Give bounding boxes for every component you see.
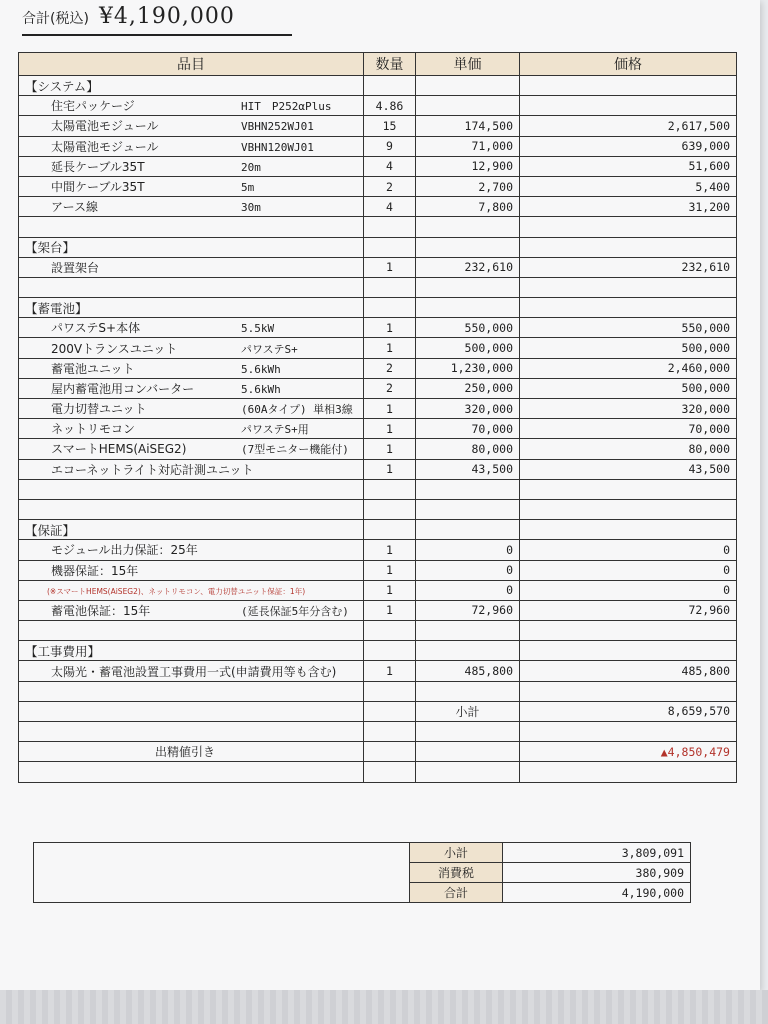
- item-cell: [19, 580, 364, 600]
- table-row: [19, 661, 737, 681]
- table-row: [19, 156, 737, 176]
- item-qty: 2: [364, 176, 416, 196]
- empty-cell: [520, 237, 737, 257]
- item-unit-price: 0: [416, 580, 520, 600]
- table-header-row: [19, 53, 737, 76]
- item-cell: [19, 661, 364, 681]
- category-label: 【工事費用】: [19, 641, 364, 661]
- empty-cell: [364, 277, 416, 297]
- item-price: 500,000: [520, 338, 737, 358]
- empty-cell: [364, 762, 416, 782]
- item-price: 550,000: [520, 318, 737, 338]
- item-price: 51,600: [520, 156, 737, 176]
- item-qty: 1: [364, 580, 416, 600]
- item-cell: [19, 439, 364, 459]
- item-unit-price: 70,000: [416, 419, 520, 439]
- summary-value: 3,809,091: [503, 843, 691, 863]
- empty-cell: [520, 621, 737, 641]
- empty-cell: [520, 641, 737, 661]
- table-row: [19, 742, 737, 762]
- table-row: [19, 96, 737, 116]
- item-cell: [19, 318, 364, 338]
- item-qty: 4: [364, 197, 416, 217]
- item-unit-price: 174,500: [416, 116, 520, 136]
- item-name: 機器保証：15年: [51, 563, 139, 578]
- summary-body: [34, 843, 691, 903]
- item-qty: 1: [364, 338, 416, 358]
- item-qty: 1: [364, 600, 416, 620]
- item-price: 232,610: [520, 257, 737, 277]
- item-price: 72,960: [520, 600, 737, 620]
- category-row: [19, 237, 737, 257]
- item-cell: [19, 560, 364, 580]
- item-name: 200Vトランスユニット: [51, 341, 178, 356]
- item-spec: (60Aタイプ) 単相3線: [241, 403, 353, 417]
- item-unit-price: 1,230,000: [416, 358, 520, 378]
- empty-cell: [19, 621, 364, 641]
- blank-row: [19, 499, 737, 519]
- item-price: 2,617,500: [520, 116, 737, 136]
- empty-cell: [520, 277, 737, 297]
- item-qty: 1: [364, 419, 416, 439]
- blank-row: [19, 277, 737, 297]
- table-row: [19, 459, 737, 479]
- item-price: 5,400: [520, 176, 737, 196]
- table-row: [19, 399, 737, 419]
- item-price: 31,200: [520, 197, 737, 217]
- item-unit-price: 550,000: [416, 318, 520, 338]
- item-name: 屋内蓄電池用コンバーター: [51, 381, 195, 396]
- empty-cell: [364, 520, 416, 540]
- category-label: 【保証】: [19, 520, 364, 540]
- item-spec: (延長保証5年分含む): [241, 604, 349, 618]
- item-spec: 5.6kWh: [241, 382, 281, 396]
- item-qty: 9: [364, 136, 416, 156]
- item-unit-price: 7,800: [416, 197, 520, 217]
- empty-cell: [520, 681, 737, 701]
- table-row: [19, 701, 737, 721]
- empty-cell: [19, 762, 364, 782]
- category-label: 【システム】: [19, 76, 364, 96]
- item-price: 2,460,000: [520, 358, 737, 378]
- table-row: [19, 136, 737, 156]
- item-unit-price: 0: [416, 560, 520, 580]
- item-unit-price: 71,000: [416, 136, 520, 156]
- table-row: [19, 318, 737, 338]
- empty-cell: [416, 217, 520, 237]
- column-header-item: 品目: [19, 53, 364, 76]
- item-cell: [19, 459, 364, 479]
- item-cell: [19, 116, 364, 136]
- item-qty: 1: [364, 257, 416, 277]
- empty-cell: [19, 217, 364, 237]
- item-unit-price: 250,000: [416, 378, 520, 398]
- item-price: 0: [520, 560, 737, 580]
- item-cell: [19, 600, 364, 620]
- estimate-table: [18, 52, 737, 783]
- item-qty: 2: [364, 358, 416, 378]
- empty-cell: [416, 722, 520, 742]
- item-qty: [364, 701, 416, 721]
- empty-cell: [364, 681, 416, 701]
- item-qty: 1: [364, 560, 416, 580]
- item-qty: 4: [364, 156, 416, 176]
- item-cell: [19, 338, 364, 358]
- table-row: [19, 439, 737, 459]
- empty-cell: [364, 621, 416, 641]
- category-row: [19, 298, 737, 318]
- item-spec: 5.5kW: [241, 322, 275, 336]
- item-cell: [19, 197, 364, 217]
- item-spec: パワステS+用: [241, 423, 309, 437]
- empty-cell: [416, 641, 520, 661]
- item-price: 320,000: [520, 399, 737, 419]
- item-unit-price: [416, 742, 520, 762]
- item-unit-price: 2,700: [416, 176, 520, 196]
- summary-value: 4,190,000: [503, 883, 691, 903]
- item-name: 住宅パッケージ: [51, 99, 135, 114]
- summary-row: [34, 843, 691, 863]
- empty-cell: [520, 499, 737, 519]
- total-label: 合計(税込): [22, 11, 89, 27]
- item-spec: 5.6kWh: [241, 362, 281, 376]
- table-row: [19, 560, 737, 580]
- item-name: エコーネットライト対応計測ユニット: [51, 462, 254, 477]
- table-row: [19, 257, 737, 277]
- summary-blank-area: [34, 843, 410, 903]
- blank-row: [19, 762, 737, 782]
- item-name: 太陽電池モジュール: [51, 119, 159, 134]
- table-row: [19, 580, 737, 600]
- blank-row: [19, 621, 737, 641]
- item-spec: 20m: [241, 160, 261, 174]
- item-name: 延長ケーブル35T: [51, 159, 145, 174]
- item-cell: [19, 419, 364, 439]
- item-cell: [19, 136, 364, 156]
- item-unit-price: 0: [416, 540, 520, 560]
- summary-label: 合計: [410, 883, 503, 903]
- empty-cell: [19, 277, 364, 297]
- item-cell: [19, 701, 364, 721]
- item-name: 設置架台: [51, 260, 100, 275]
- item-spec: HIT P252αPlus: [241, 100, 332, 114]
- item-cell: [19, 176, 364, 196]
- total-amount: ¥4,190,000: [98, 4, 235, 29]
- item-cell: [19, 399, 364, 419]
- item-qty: [364, 742, 416, 762]
- empty-cell: [364, 237, 416, 257]
- summary-label: 小計: [410, 843, 503, 863]
- table-row: [19, 540, 737, 560]
- table-body: [19, 76, 737, 783]
- empty-cell: [520, 762, 737, 782]
- item-name: 太陽光・蓄電池設置工事費用一式(申請費用等も含む): [51, 664, 337, 679]
- summary-label: 消費税: [410, 863, 503, 883]
- item-price: [520, 96, 737, 116]
- item-unit-price: 12,900: [416, 156, 520, 176]
- table-row: [19, 176, 737, 196]
- empty-cell: [416, 681, 520, 701]
- item-name: スマートHEMS(AiSEG2): [51, 442, 187, 457]
- item-qty: 1: [364, 439, 416, 459]
- empty-cell: [416, 237, 520, 257]
- item-price: 70,000: [520, 419, 737, 439]
- empty-cell: [416, 621, 520, 641]
- warranty-note: (※スマートHEMS(AiSEG2)、ネットリモコン、電力切替ユニット保証：1年): [47, 587, 306, 597]
- background-wall: [0, 990, 768, 1024]
- empty-cell: [520, 298, 737, 318]
- empty-cell: [364, 499, 416, 519]
- table-row: [19, 378, 737, 398]
- item-unit-price: 小計: [416, 701, 520, 721]
- category-row: [19, 520, 737, 540]
- item-price: 500,000: [520, 378, 737, 398]
- item-qty: 15: [364, 116, 416, 136]
- item-name: 電力切替ユニット: [51, 402, 147, 417]
- item-name: モジュール出力保証：25年: [51, 543, 198, 558]
- item-spec: 5m: [241, 181, 255, 195]
- item-price: 8,659,570: [520, 701, 737, 721]
- item-spec: VBHN120WJ01: [241, 140, 314, 154]
- empty-cell: [416, 479, 520, 499]
- empty-cell: [520, 217, 737, 237]
- column-header-unit-price: 単価: [416, 53, 520, 76]
- empty-cell: [416, 76, 520, 96]
- empty-cell: [19, 681, 364, 701]
- item-qty: 4.86: [364, 96, 416, 116]
- empty-cell: [364, 76, 416, 96]
- category-row: [19, 76, 737, 96]
- item-unit-price: 43,500: [416, 459, 520, 479]
- table-row: [19, 116, 737, 136]
- item-unit-price: 232,610: [416, 257, 520, 277]
- empty-cell: [416, 277, 520, 297]
- blank-row: [19, 217, 737, 237]
- table-row: [19, 419, 737, 439]
- item-name: 太陽電池モジュール: [51, 139, 159, 154]
- empty-cell: [364, 217, 416, 237]
- item-unit-price: 500,000: [416, 338, 520, 358]
- item-qty: 1: [364, 540, 416, 560]
- empty-cell: [416, 298, 520, 318]
- empty-cell: [520, 722, 737, 742]
- item-name: 蓄電池ユニット: [51, 361, 135, 376]
- item-name: アース線: [51, 200, 99, 215]
- item-unit-price: [416, 96, 520, 116]
- empty-cell: [364, 722, 416, 742]
- column-header-price: 価格: [520, 53, 737, 76]
- item-cell: [19, 96, 364, 116]
- item-price: 80,000: [520, 439, 737, 459]
- empty-cell: [520, 479, 737, 499]
- empty-cell: [364, 298, 416, 318]
- item-unit-price: 80,000: [416, 439, 520, 459]
- empty-cell: [364, 479, 416, 499]
- item-qty: 1: [364, 661, 416, 681]
- item-price: 0: [520, 580, 737, 600]
- item-price: 639,000: [520, 136, 737, 156]
- item-unit-price: 72,960: [416, 600, 520, 620]
- blank-row: [19, 681, 737, 701]
- item-cell: [19, 742, 364, 762]
- table-row: [19, 197, 737, 217]
- total-header: [22, 4, 292, 36]
- category-row: [19, 641, 737, 661]
- empty-cell: [416, 762, 520, 782]
- empty-cell: [19, 479, 364, 499]
- empty-cell: [520, 76, 737, 96]
- column-header-qty: 数量: [364, 53, 416, 76]
- item-qty: 1: [364, 399, 416, 419]
- category-label: 【架台】: [19, 237, 364, 257]
- item-qty: 1: [364, 318, 416, 338]
- item-price: ▲4,850,479: [520, 742, 737, 762]
- item-price: 485,800: [520, 661, 737, 681]
- item-spec: 30m: [241, 201, 261, 215]
- item-price: 43,500: [520, 459, 737, 479]
- item-unit-price: 320,000: [416, 399, 520, 419]
- item-name: 出精値引き: [155, 745, 216, 760]
- empty-cell: [416, 520, 520, 540]
- item-spec: VBHN252WJ01: [241, 120, 314, 134]
- empty-cell: [520, 520, 737, 540]
- item-name: ネットリモコン: [51, 422, 136, 437]
- item-cell: [19, 540, 364, 560]
- empty-cell: [19, 722, 364, 742]
- empty-cell: [364, 641, 416, 661]
- item-unit-price: 485,800: [416, 661, 520, 681]
- item-spec: パワステS+: [241, 342, 298, 356]
- item-spec: (7型モニター機能付): [241, 443, 349, 457]
- item-name: パワステS+本体: [51, 321, 141, 336]
- item-name: 蓄電池保証：15年: [51, 603, 151, 618]
- item-price: 0: [520, 540, 737, 560]
- item-qty: 2: [364, 378, 416, 398]
- table-row: [19, 600, 737, 620]
- category-label: 【蓄電池】: [19, 298, 364, 318]
- item-qty: 1: [364, 459, 416, 479]
- item-name: 中間ケーブル35T: [51, 180, 145, 195]
- blank-row: [19, 722, 737, 742]
- item-cell: [19, 358, 364, 378]
- empty-cell: [19, 499, 364, 519]
- item-cell: [19, 257, 364, 277]
- table-row: [19, 338, 737, 358]
- empty-cell: [416, 499, 520, 519]
- item-cell: [19, 378, 364, 398]
- table-row: [19, 358, 737, 378]
- blank-row: [19, 479, 737, 499]
- summary-value: 380,909: [503, 863, 691, 883]
- summary-table: [33, 842, 691, 903]
- item-cell: [19, 156, 364, 176]
